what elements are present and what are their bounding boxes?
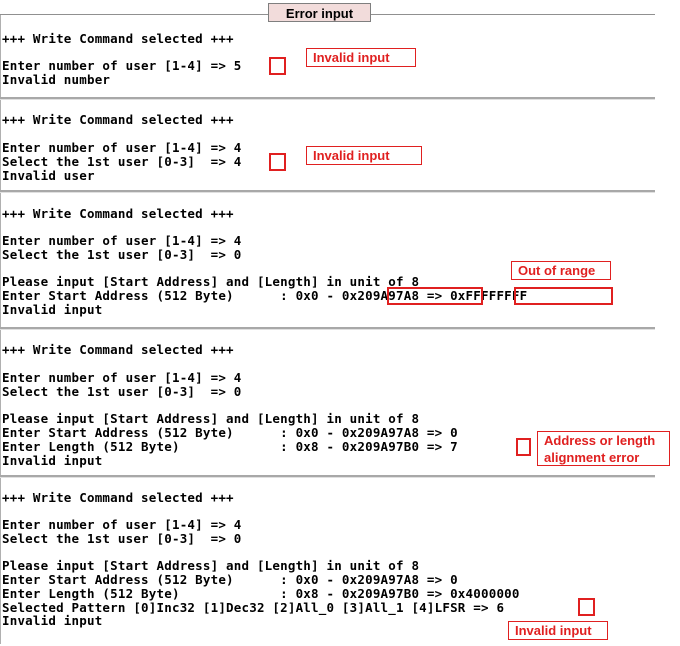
console-line: Select the 1st user [0-3] => 0 bbox=[2, 531, 242, 546]
console-line: Invalid input bbox=[2, 613, 103, 628]
console-line: +++ Write Command selected +++ bbox=[2, 490, 234, 505]
callout-out-of-range: Out of range bbox=[511, 261, 611, 280]
console-line: Please input [Start Address] and [Length] in unit of 8 bbox=[2, 274, 420, 289]
console-line: Select the 1st user [0-3] => 4 bbox=[2, 154, 242, 169]
console-line: Enter number of user [1-4] => 4 bbox=[2, 140, 242, 155]
callout-invalid-input: Invalid input bbox=[508, 621, 608, 640]
console-line: Enter Start Address (512 Byte) : 0x0 - 0x209A97A8 => 0 bbox=[2, 572, 458, 587]
error-highlight-box bbox=[516, 438, 531, 456]
console-line: Enter number of user [1-4] => 5 bbox=[2, 58, 242, 73]
console-line: Invalid input bbox=[2, 453, 103, 468]
callout-invalid-input: Invalid input bbox=[306, 146, 422, 165]
error-highlight-box bbox=[269, 153, 286, 171]
console-line: Please input [Start Address] and [Length] in unit of 8 bbox=[2, 558, 420, 573]
section-divider bbox=[0, 97, 655, 100]
console-line: Invalid input bbox=[2, 302, 103, 317]
console-line: Enter Length (512 Byte) : 0x8 - 0x209A97B0 => 0x4000000 bbox=[2, 586, 520, 601]
console-line: Selected Pattern [0]Inc32 [1]Dec32 [2]All_0 [3]All_1 [4]LFSR => 6 bbox=[2, 600, 505, 615]
error-highlight-box bbox=[387, 287, 483, 305]
title-rule-right bbox=[371, 14, 655, 15]
console-line: Please input [Start Address] and [Length] in unit of 8 bbox=[2, 411, 420, 426]
section-divider bbox=[0, 475, 655, 478]
error-highlight-box bbox=[514, 287, 613, 305]
error-highlight-box bbox=[578, 598, 595, 616]
callout-alignment-error: Address or length alignment error bbox=[537, 431, 670, 466]
console-line: +++ Write Command selected +++ bbox=[2, 206, 234, 221]
console-line: Enter number of user [1-4] => 4 bbox=[2, 233, 242, 248]
console-line: Enter number of user [1-4] => 4 bbox=[2, 517, 242, 532]
console-line: Select the 1st user [0-3] => 0 bbox=[2, 384, 242, 399]
section-divider bbox=[0, 190, 655, 193]
page-title: Error input bbox=[268, 3, 371, 22]
title-rule-left bbox=[0, 14, 268, 15]
console-line: Enter Start Address (512 Byte) : 0x0 - 0x209A97A8 => 0xFFFFFFFF bbox=[2, 288, 528, 303]
console-line: Invalid user bbox=[2, 168, 95, 183]
error-highlight-box bbox=[269, 57, 286, 75]
console-line: +++ Write Command selected +++ bbox=[2, 342, 234, 357]
console-line: Enter number of user [1-4] => 4 bbox=[2, 370, 242, 385]
console-line: +++ Write Command selected +++ bbox=[2, 112, 234, 127]
console-line: +++ Write Command selected +++ bbox=[2, 31, 234, 46]
console-line: Invalid number bbox=[2, 72, 111, 87]
callout-invalid-input: Invalid input bbox=[306, 48, 416, 67]
console-line: Enter Length (512 Byte) : 0x8 - 0x209A97B0 => 7 bbox=[2, 439, 458, 454]
console-line: Select the 1st user [0-3] => 0 bbox=[2, 247, 242, 262]
console-line: Enter Start Address (512 Byte) : 0x0 - 0x209A97A8 => 0 bbox=[2, 425, 458, 440]
section-divider bbox=[0, 327, 655, 330]
